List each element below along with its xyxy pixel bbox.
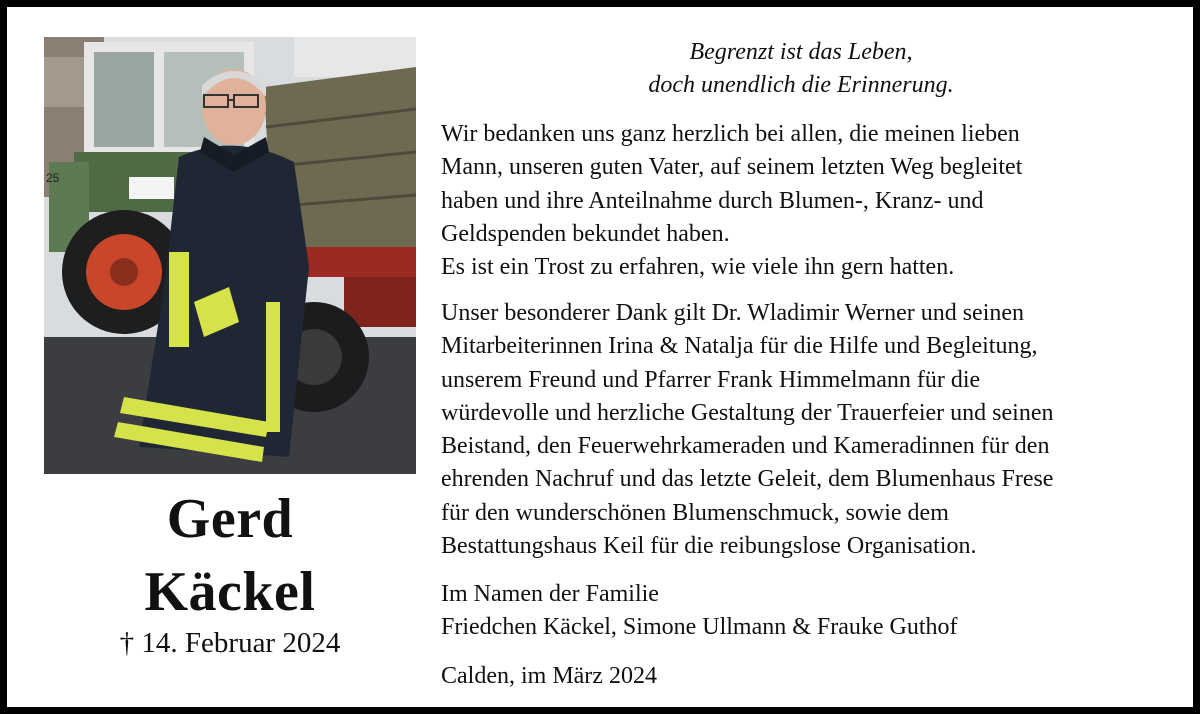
signature-names: Friedchen Käckel, Simone Ullmann & Frauke Guthof: [441, 614, 958, 641]
place-date: Calden, im März 2024: [441, 663, 657, 689]
text-line: ehrenden Nachruf und das letzte Geleit, dem Blumenhaus Frese: [441, 466, 1054, 493]
signature-line: Im Namen der Familie: [441, 581, 659, 607]
motto-line-2: doch unendlich die Erinnerung.: [648, 72, 954, 98]
plate-text: 25: [46, 171, 60, 185]
text-line: Mann, unseren guten Vater, auf seinem letzten Weg begleitet: [441, 154, 1023, 181]
family-signature: [441, 578, 1181, 645]
special-thanks-paragraph: [441, 297, 1181, 563]
death-date: † 14. Februar 2024: [119, 627, 341, 659]
text-line: Bestattungshaus Keil für die reibungslose Organisation.: [441, 533, 977, 560]
text-line: Geldspenden bekundet haben.: [441, 220, 730, 247]
text-line: Beistand, den Feuerwehrkameraden und Kameradinnen für den: [441, 433, 1050, 460]
text-line: Wir bedanken uns ganz herzlich bei allen, die meinen lieben: [441, 121, 1020, 147]
motto: [440, 36, 1162, 102]
text-line: Mitarbeiterinnen Irina & Natalja für die Hilfe und Begleitung,: [441, 333, 1038, 360]
thanks-paragraph: [441, 118, 1181, 284]
text-line: für den wunderschönen Blumenschmuck, sowie dem: [441, 499, 949, 526]
motto-line-1: Begrenzt ist das Leben,: [689, 39, 913, 65]
deceased-last-name: Käckel: [144, 561, 316, 623]
portrait-photo: [44, 37, 416, 474]
text-line: Es ist ein Trost zu erfahren, wie viele ihn gern hatten.: [441, 254, 955, 281]
text-line: unserem Freund und Pfarrer Frank Himmelmann für die: [441, 366, 981, 393]
text-line: würdevolle und herzliche Gestaltung der Trauerfeier und seinen: [441, 399, 1054, 426]
text-line: haben und ihre Anteilnahme durch Blumen-, Kranz- und: [441, 187, 984, 214]
deceased-first-name: Gerd: [166, 488, 294, 550]
text-line: Unser besonderer Dank gilt Dr. Wladimir Werner und seinen: [441, 300, 1025, 326]
